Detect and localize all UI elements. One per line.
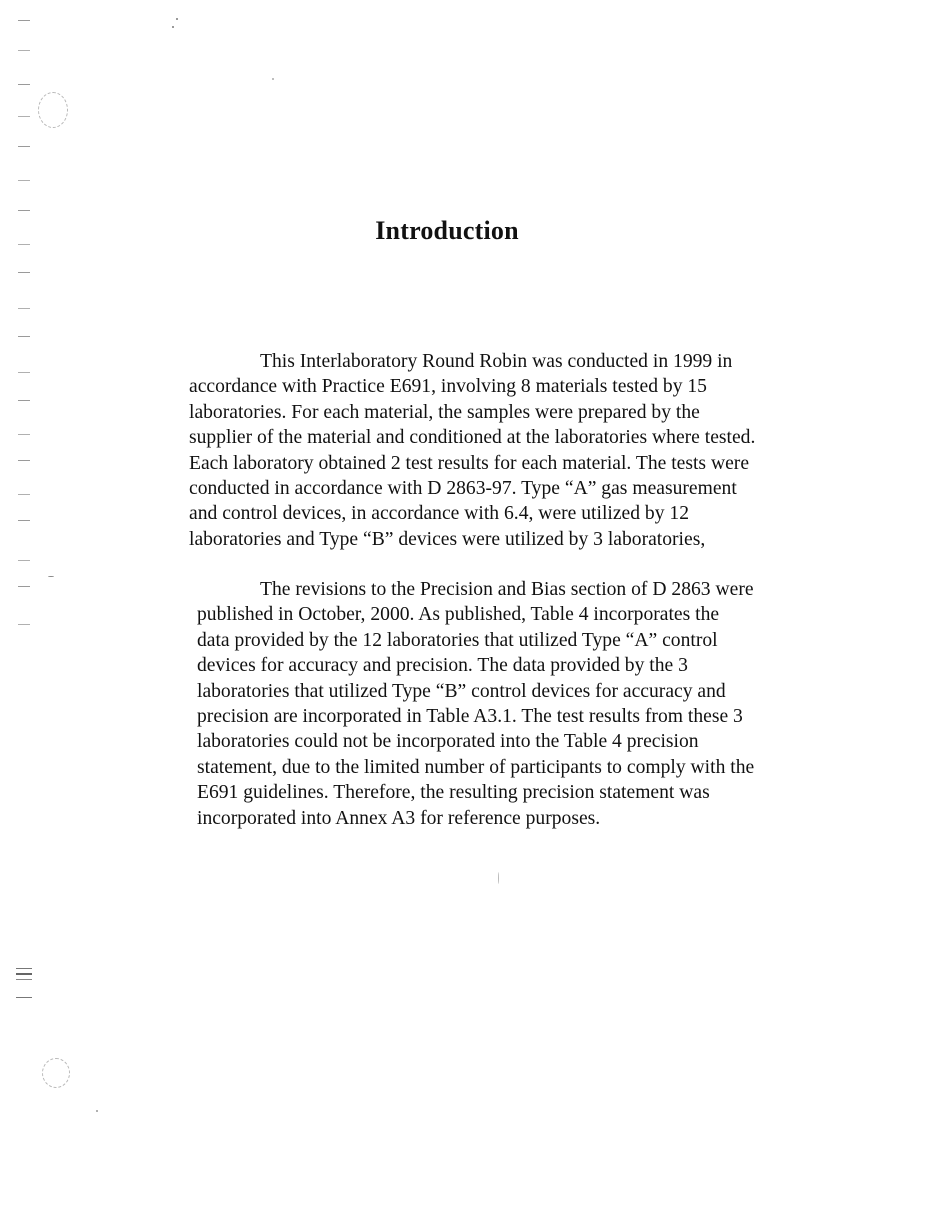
- paragraph-line: laboratories. For each material, the samples were prepared by the: [189, 401, 700, 423]
- paragraph-1: [189, 349, 755, 552]
- punch-hole-bottom: [42, 1058, 70, 1088]
- scan-speck: [48, 576, 54, 577]
- scan-speck: [498, 872, 499, 884]
- paragraph-line: laboratories and Type “B” devices were utilized by 3 laboratories,: [189, 528, 706, 550]
- paragraph-line: precision are incorporated in Table A3.1. The test results from these 3: [197, 706, 743, 728]
- paragraph-2: [197, 577, 754, 831]
- paragraph-line: E691 guidelines. Therefore, the resulting precision statement was: [197, 782, 710, 804]
- paragraph-line: and control devices, in accordance with 6.4, were utilized by 12: [189, 503, 690, 525]
- paragraph-line: laboratories that utilized Type “B” control devices for accuracy and: [197, 680, 726, 702]
- paragraph-line: conducted in accordance with D 2863-97. Type “A” gas measurement: [189, 478, 737, 500]
- scan-speck: [96, 1110, 98, 1112]
- paragraph-line: statement, due to the limited number of participants to comply with the: [197, 756, 755, 778]
- paragraph-line: accordance with Practice E691, involving 8 materials tested by 15: [189, 376, 707, 398]
- binder-clip-mark: [16, 968, 32, 998]
- page-title: Introduction: [375, 216, 519, 245]
- scan-speck: [172, 26, 174, 28]
- scan-speck: [272, 78, 274, 80]
- paragraph-line: published in October, 2000. As published, Table 4 incorporates the: [197, 604, 720, 626]
- paragraph-line: data provided by the 12 laboratories that utilized Type “A” control: [197, 629, 718, 651]
- paragraph-line: The revisions to the Precision and Bias section of D 2863 were: [260, 579, 754, 600]
- binder-edge-marks: [14, 14, 38, 1014]
- paragraph-line: incorporated into Annex A3 for reference purposes.: [197, 807, 601, 829]
- paragraph-line: supplier of the material and conditioned at the laboratories where tested.: [189, 427, 756, 449]
- paragraph-line: This Interlaboratory Round Robin was conducted in 1999 in: [260, 351, 733, 372]
- scan-speck: [176, 18, 178, 20]
- paragraph-line: laboratories could not be incorporated into the Table 4 precision: [197, 731, 699, 753]
- punch-hole-top: [38, 92, 68, 128]
- paragraph-line: Each laboratory obtained 2 test results for each material. The tests were: [189, 452, 750, 474]
- paragraph-line: devices for accuracy and precision. The data provided by the 3: [197, 655, 688, 677]
